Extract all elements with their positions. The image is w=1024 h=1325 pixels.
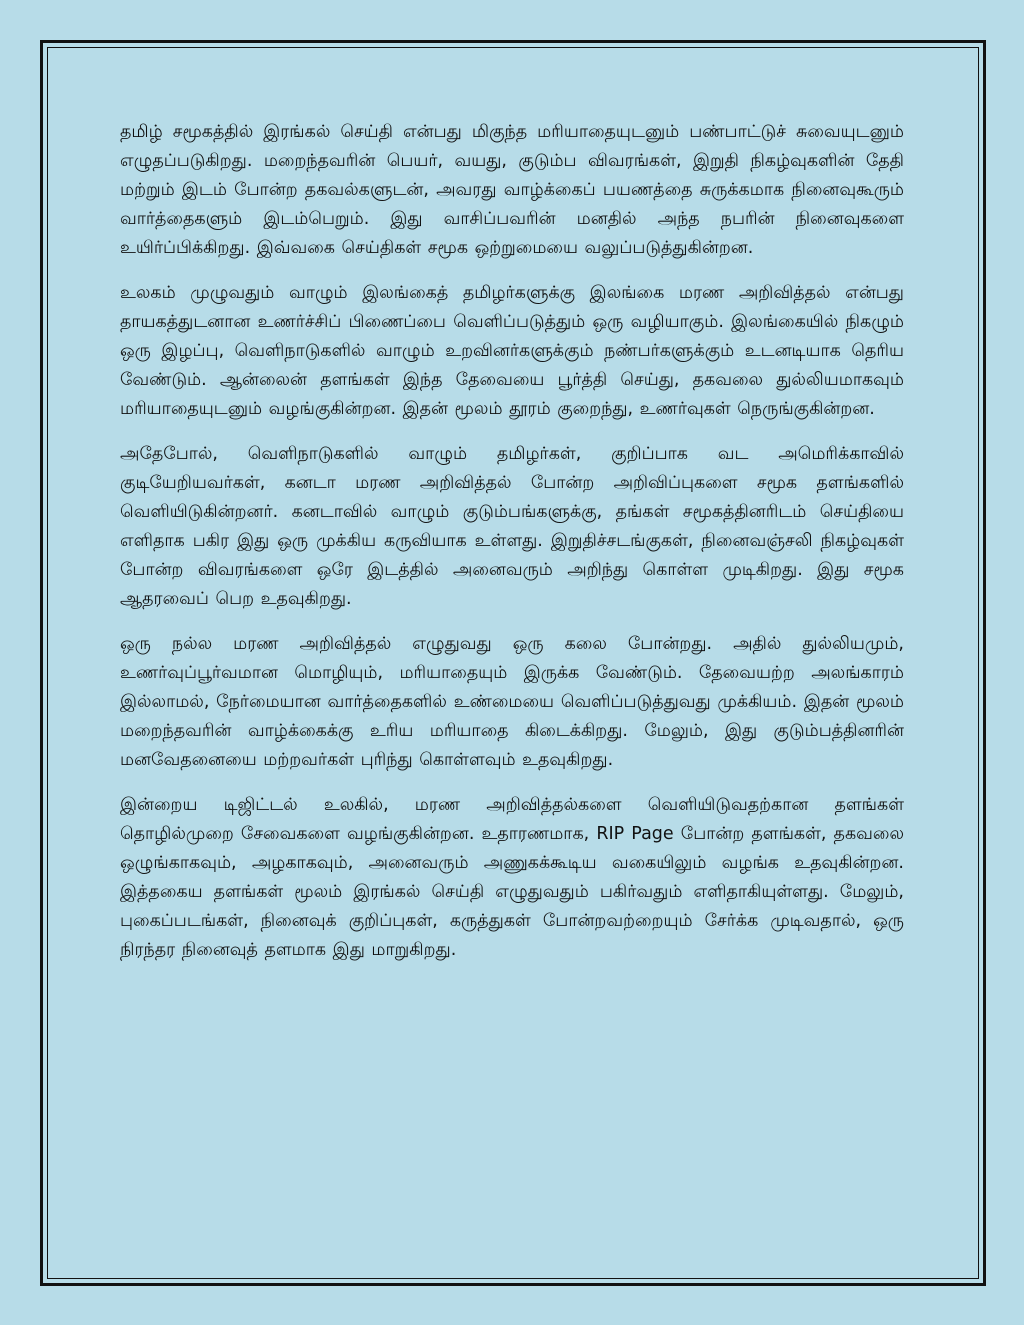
document-body: [120, 118, 904, 981]
paragraph-1: தமிழ் சமூகத்தில் இரங்கல் செய்தி என்பது மிகுந்த மரியாதையுடனும் பண்பாட்டுச் சுவையுடனும் எழுதப்படுகிறது. மறைந்தவரின் பெயர், வயது, குடும்ப விவரங்கள், இறுதி நிகழ்வுகளின் தேதி மற்றும் இடம் போன்ற தகவல்களுடன், அவரது வாழ்க்கைப் பயணத்தை சுருக்கமாக நினைவுகூரும் வார்த்தைகளும் இடம்பெறும். இது வாசிப்பவரின் மனதில் அந்த நபரின் நினைவுகளை உயிர்ப்பிக்கிறது. இவ்வகை செய்திகள் சமூக ஒற்றுமையை வலுப்படுத்துகின்றன.: [120, 122, 904, 258]
paragraph-3: அதேபோல், வெளிநாடுகளில் வாழும் தமிழர்கள், குறிப்பாக வட அமெரிக்காவில் குடியேறியவர்கள், கனடா மரண அறிவித்தல் போன்ற அறிவிப்புகளை சமூக தளங்களில் வெளியிடுகின்றனர். கனடாவில் வாழும் குடும்பங்களுக்கு, தங்கள் சமூகத்தினரிடம் செய்தியை எளிதாக பகிர இது ஒரு முக்கிய கருவியாக உள்ளது. இறுதிச்சடங்குகள், நினைவஞ்சலி நிகழ்வுகள் போன்ற விவரங்களை ஒரே இடத்தில் அனைவரும் அறிந்து கொள்ள முடிகிறது. இது சமூக ஆதரவைப் பெற உதவுகிறது.: [120, 444, 904, 609]
paragraph-4: ஒரு நல்ல மரண அறிவித்தல் எழுதுவது ஒரு கலை போன்றது. அதில் துல்லியமும், உணர்வுப்பூர்வமான மொழியும், மரியாதையும் இருக்க வேண்டும். தேவையற்ற அலங்காரம் இல்லாமல், நேர்மையான வார்த்தைகளில் உண்மையை வெளிப்படுத்துவது முக்கியம். இதன் மூலம் மறைந்தவரின் வாழ்க்கைக்கு உரிய மரியாதை கிடைக்கிறது. மேலும், இது குடும்பத்தினரின் மனவேதனையை மற்றவர்கள் புரிந்து கொள்ளவும் உதவுகிறது.: [120, 634, 904, 770]
paragraph-5: இன்றைய டிஜிட்டல் உலகில், மரண அறிவித்தல்களை வெளியிடுவதற்கான தளங்கள் தொழில்முறை சேவைகளை வழங்குகின்றன. உதாரணமாக, RIP Page போன்ற தளங்கள், தகவலை ஒழுங்காகவும், அழகாகவும், அனைவரும் அணுகக்கூடிய வகையிலும் வழங்க உதவுகின்றன. இத்தகைய தளங்கள் மூலம் இரங்கல் செய்தி எழுதுவதும் பகிர்வதும் எளிதாகியுள்ளது. மேலும், புகைப்படங்கள், நினைவுக் குறிப்புகள், கருத்துகள் போன்றவற்றையும் சேர்க்க முடிவதால், ஒரு நிரந்தர நினைவுத் தளமாக இது மாறுகிறது.: [120, 795, 904, 960]
paragraph-2: உலகம் முழுவதும் வாழும் இலங்கைத் தமிழர்களுக்கு இலங்கை மரண அறிவித்தல் என்பது தாயகத்துடனான உணர்ச்சிப் பிணைப்பை வெளிப்படுத்தும் ஒரு வழியாகும். இலங்கையில் நிகழும் ஒரு இழப்பு, வெளிநாடுகளில் வாழும் உறவினர்களுக்கும் நண்பர்களுக்கும் உடனடியாக தெரிய வேண்டும். ஆன்லைன் தளங்கள் இந்த தேவையை பூர்த்தி செய்து, தகவலை துல்லியமாகவும் மரியாதையுடனும் வழங்குகின்றன. இதன் மூலம் தூரம் குறைந்து, உணர்வுகள் நெருங்குகின்றன.: [120, 283, 904, 419]
